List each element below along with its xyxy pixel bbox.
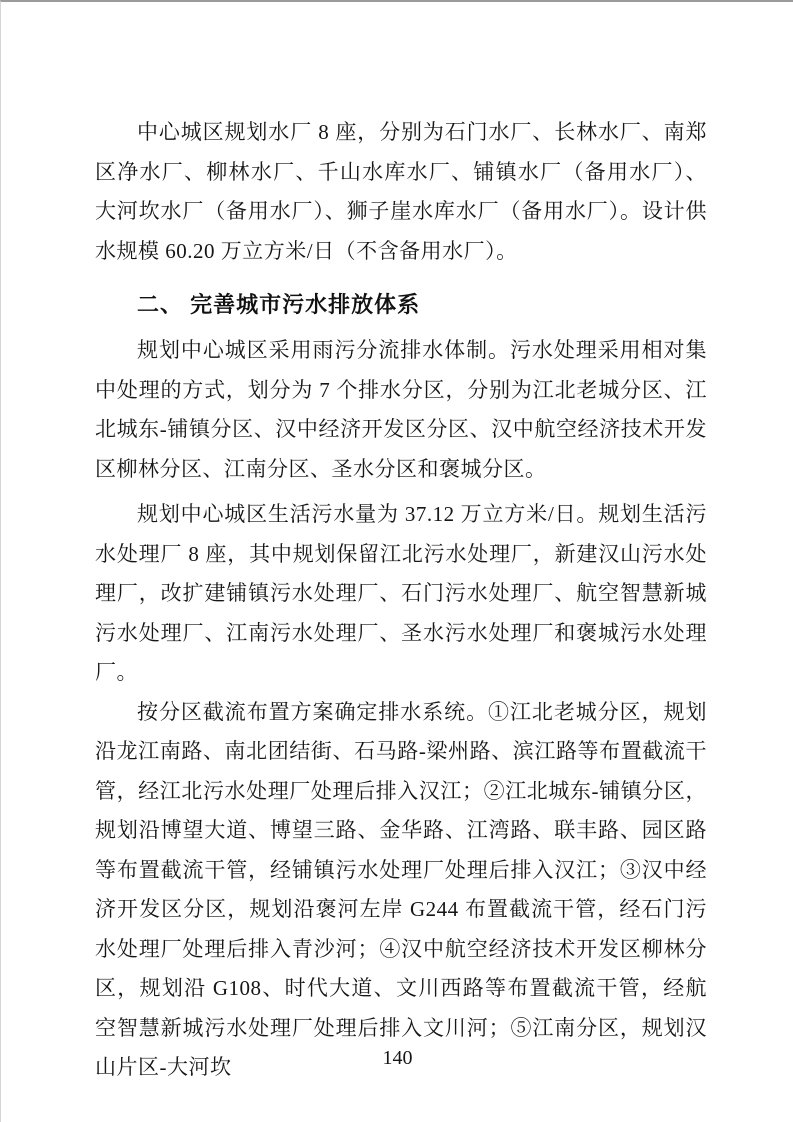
page-content [95,113,707,1088]
section-heading: 二、 完善城市污水排放体系 [137,292,421,317]
paragraph-drainage-partitions: 规划中心城区采用雨污分流排水体制。污水处理采用相对集中处理的方式，划分为 7 个排水分区，分别为江北老城分区、江北城东-铺镇分区、汉中经济开发区分区、汉中航空经济技术开发区柳林分区、江南分区、圣水分区和褒城分区。 [95,338,707,481]
page-footer [1,1044,793,1072]
paragraph-water-plants: 中心城区规划水厂 8 座，分别为石门水厂、长林水厂、南郑区净水厂、柳林水厂、千山水库水厂、铺镇水厂（备用水厂）、大河坎水厂（备用水厂）、狮子崖水库水厂（备用水厂）。设计供水规模 60.20 万立方米/日（不含备用水厂）。 [95,120,707,263]
paragraph-sewage-volume: 规划中心城区生活污水量为 37.12 万立方米/日。规划生活污水处理厂 8 座，其中规划保留江北污水处理厂，新建汉山污水处理厂，改扩建铺镇污水处理厂、石门污水处理厂、航空智慧新城污水处理厂、江南污水处理厂、圣水污水处理厂和褒城污水处理厂。 [95,502,707,684]
paragraph-interception-scheme: 按分区截流布置方案确定排水系统。①江北老城分区，规划沿龙江南路、南北团结街、石马路-梁州路、滨江路等布置截流干管，经江北污水处理厂处理后排入汉江；②江北城东-铺镇分区，规划沿博望大道、博望三路、金华路、江湾路、联丰路、园区路等布置截流干管，经铺镇污水处理厂处理后排入汉江；③汉中经济开发区分区，规划沿褒河左岸 G244 布置截流干管，经石门污水处理厂处理后排入青沙河；④汉中航空经济技术开发区柳林分区，规划沿 G108、时代大道、文川西路等布置截流干管，经航空智慧新城污水处理厂处理后排入文川河；⑤江南分区，规划汉山片区-大河坎 [95,699,707,1079]
page-number: 140 [382,1047,413,1069]
